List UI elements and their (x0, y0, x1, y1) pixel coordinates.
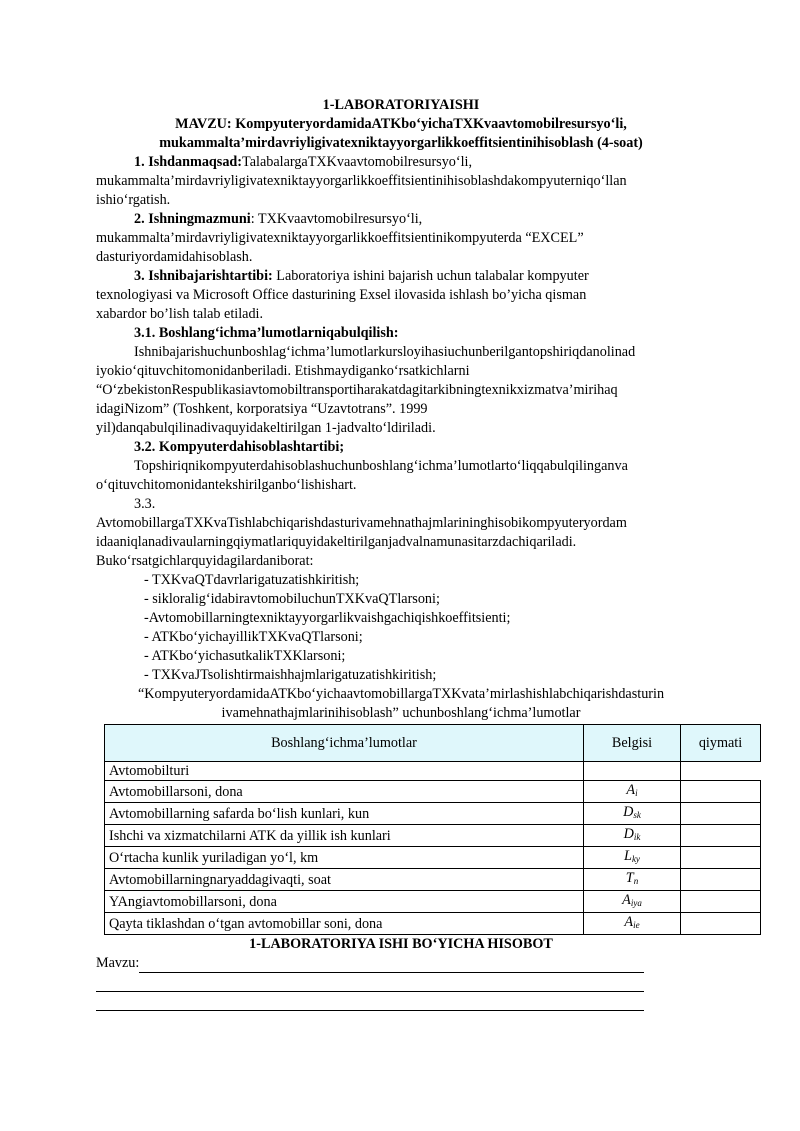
row-value-cell[interactable] (681, 781, 761, 803)
row-symbol (584, 762, 681, 781)
list-item: - TXKvaJTsolishtirmaishhajmlarigatuzatishkiritish; (144, 667, 437, 683)
section-3-2-line-1: Topshiriqnikompyuterdahisoblashuchunboshlang‘ichma’lumotlarto‘liqqabulqilinganva (134, 458, 628, 474)
section-3-1-line-5: yil)danqabulqilinadivaquyidakeltirilgan 1-jadvalto‘ldiriladi. (96, 420, 436, 436)
table-caption-line-2: ivamehnathajmlarinihisoblash” uchunboshlang‘ichma’lumotlar (221, 705, 581, 721)
symbol-main: D (623, 804, 634, 820)
topic-field-label: Mavzu: (96, 955, 140, 971)
section-3-1-heading: 3.1. Boshlang‘ichma’lumotlarniqabulqilish: (134, 325, 399, 341)
row-label: Qayta tiklashdan o‘tgan avtomobillar soni, dona (105, 913, 584, 935)
topic-line-2: mukammalta’mirdavriyligivatexniktayyorgarlikkoeffitsientinihisoblash (4-soat) (159, 135, 643, 151)
section-2-text-1: : TXKvaavtomobilresursyo‘li, (250, 211, 423, 227)
blank-line[interactable] (96, 973, 644, 992)
row-value-cell[interactable] (681, 762, 761, 781)
topic-field-line[interactable] (139, 954, 644, 973)
symbol-subscript: sk (633, 810, 641, 820)
list-item: - ATKbo‘yichayillikTXKvaQTlarsoni; (144, 629, 363, 645)
row-value-cell[interactable] (681, 847, 761, 869)
header-input-data: Boshlang‘ichma’lumotlar (105, 725, 584, 762)
section-3-3-heading: 3.3. (134, 496, 156, 512)
topic-field[interactable] (96, 954, 644, 973)
document-page (96, 96, 743, 1011)
row-value-cell[interactable] (681, 803, 761, 825)
list-item: - ATKbo‘yichasutkalikTXKlarsoni; (144, 648, 346, 664)
section-2-line-3: dasturiyordamidahisoblash. (96, 249, 253, 265)
input-data-table (104, 724, 761, 935)
list-item: - sikloralig‘idabiravtomobiluchunTXKvaQTlarsoni; (144, 591, 440, 607)
row-symbol (584, 825, 681, 847)
section-2-line-2: mukammalta’mirdavriyligivatexniktayyorgarlikkoeffitsientinikompyuterda “EXCEL” (96, 230, 584, 246)
header-value: qiymati (681, 725, 761, 762)
table-row (105, 913, 761, 935)
section-3-2-line-2: o‘qituvchitomonidantekshirilganbo‘lishishart. (96, 477, 357, 493)
section-1-line-2: mukammalta’mirdavriyligivatexniktayyorgarlikkoeffitsientinihisoblashdakompyuterniqo‘llan (96, 173, 627, 189)
row-value-cell[interactable] (681, 825, 761, 847)
section-3-line-2: texnologiyasi va Microsoft Office dasturining Exsel ilovasida ishlash bo’yicha qisman (96, 287, 587, 303)
row-symbol (584, 869, 681, 891)
list-item: -Avtomobillarningtexniktayyorgarlikvaishgachiqishkoeffitsienti; (144, 610, 511, 626)
section-1-line-1 (96, 153, 706, 172)
section-3-1-line-4: idagiNizom” (Toshkent, korporatsiya “Uzavtotrans”. 1999 (96, 401, 428, 417)
table-caption-line-1: “KompyuteryordamidaATKbo‘yichaavtomobillargaTXKvata’mirlashishlabchiqarishdasturin (137, 686, 665, 702)
row-label: Avtomobillarsoni, dona (105, 781, 584, 803)
table-row (105, 762, 761, 781)
table-row (105, 781, 761, 803)
row-symbol (584, 781, 681, 803)
symbol-subscript: ie (633, 920, 640, 930)
row-label: Avtomobillarningnaryaddagivaqti, soat (105, 869, 584, 891)
section-3-text-1: Laboratoriya ishini bajarish uchun talabalar kompyuter (272, 268, 589, 284)
symbol-subscript: ik (633, 832, 641, 842)
section-3-2-heading: 3.2. Kompyuterdahisoblashtartibi; (134, 439, 345, 455)
section-1-label: 1. Ishdanmaqsad: (134, 154, 243, 170)
row-symbol (584, 891, 681, 913)
symbol-main: A (626, 782, 636, 798)
doc-title: 1-LABORATORIYAISHI (322, 97, 480, 113)
symbol-main: A (622, 892, 631, 908)
section-1-text-1: TalabalargaTXKvaavtomobilresursyo‘li, (242, 154, 473, 170)
section-3-line-3: xabardor bo’lish talab etiladi. (96, 306, 264, 322)
section-3-3-line-3: Buko‘rsatgichlarquyidagilardaniborat: (96, 553, 314, 569)
blank-line[interactable] (96, 992, 644, 1011)
symbol-main: L (624, 848, 632, 864)
row-label: YAngiavtomobillarsoni, dona (105, 891, 584, 913)
list-item: - TXKvaQTdavrlarigatuzatishkiritish; (144, 572, 360, 588)
topic-line-1: MAVZU: KompyuteryordamidaATKbo‘yichaTXKvaavtomobilresursyo‘li, (175, 116, 627, 132)
symbol-subscript: iya (630, 898, 642, 908)
row-value-cell[interactable] (681, 891, 761, 913)
symbol-main: A (624, 914, 634, 930)
row-value-cell[interactable] (681, 869, 761, 891)
header-symbol: Belgisi (584, 725, 681, 762)
row-symbol (584, 847, 681, 869)
table-row (105, 803, 761, 825)
symbol-subscript: n (633, 876, 639, 886)
section-1-line-3: ishio‘rgatish. (96, 192, 171, 208)
table-row (105, 847, 761, 869)
section-3-line-1 (96, 267, 706, 286)
symbol-subscript: i (635, 788, 638, 798)
symbol-main: T (625, 870, 634, 886)
row-symbol (584, 803, 681, 825)
section-3-1-line-3: “O‘zbekistonRespublikasiavtomobiltransportiharakatdagitarkibningtexnikxizmatva’mirihaq (96, 382, 618, 398)
symbol-main: D (623, 826, 634, 842)
section-2-label: 2. Ishningmazmuni (134, 211, 251, 227)
row-label: Avtomobillarning safarda bo‘lish kunlari, kun (105, 803, 584, 825)
row-label: O‘rtacha kunlik yuriladigan yo‘l, km (105, 847, 584, 869)
symbol-subscript: ky (631, 854, 640, 864)
section-3-1-line-1: Ishnibajarishuchunboshlag‘ichma’lumotlarkursloyihasiuchunberilgantopshiriqdanolinad (134, 344, 636, 360)
row-value-cell[interactable] (681, 913, 761, 935)
table-header-row (105, 725, 761, 762)
report-title: 1-LABORATORIYA ISHI BO‘YICHA HISOBOT (249, 936, 553, 952)
section-3-label: 3. Ishnibajarishtartibi: (134, 268, 273, 284)
table-row (105, 891, 761, 913)
section-3-3-line-1: AvtomobillargaTXKvaTishlabchiqarishdasturivamehnathajmlarininghisobikompyuteryordam (96, 515, 627, 531)
row-label: Ishchi va xizmatchilarni ATK da yillik ish kunlari (105, 825, 584, 847)
table-row (105, 869, 761, 891)
section-2-line-1 (96, 210, 706, 229)
table-row (105, 825, 761, 847)
section-3-1-line-2: iyokio‘qituvchitomonidanberiladi. Etishmaydiganko‘rsatkichlarni (96, 363, 470, 379)
row-symbol (584, 913, 681, 935)
row-label: Avtomobilturi (105, 762, 584, 781)
section-3-3-line-2: idaaniqlanadivaularningqiymatlariquyidakeltirilganjadvalnamunasitarzdachiqariladi. (96, 534, 577, 550)
